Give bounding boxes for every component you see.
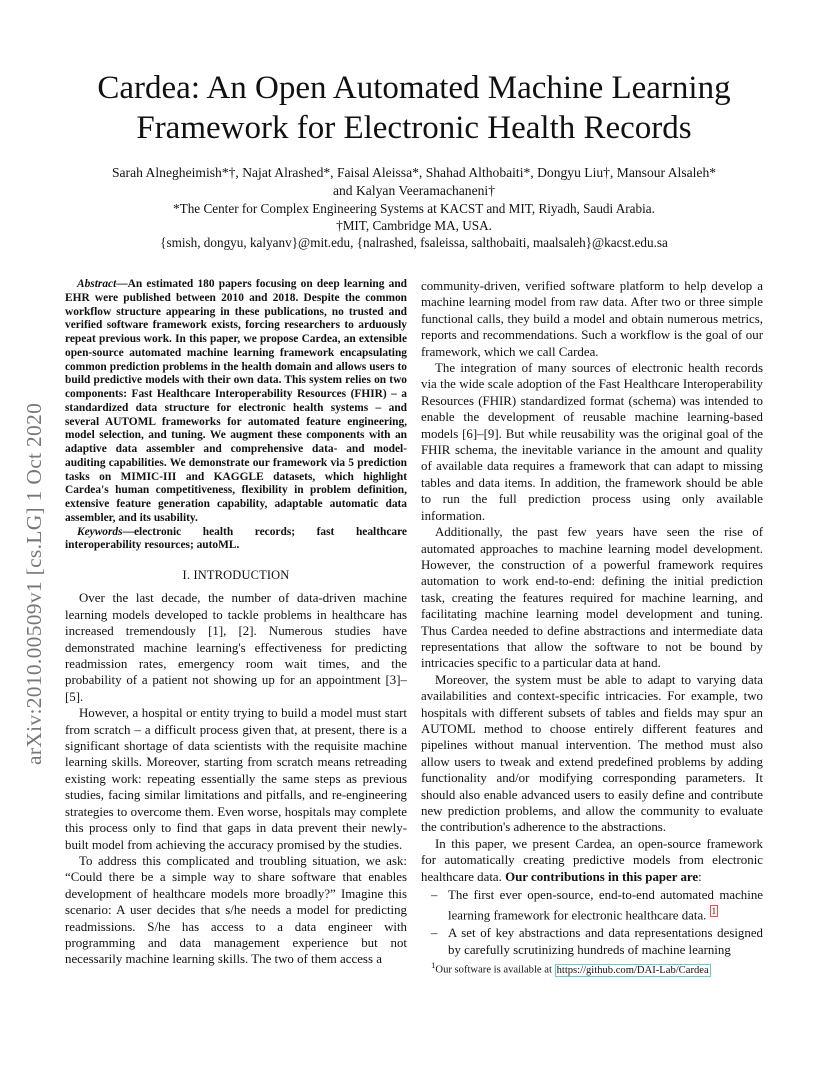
keywords-label: Keywords	[77, 525, 123, 538]
author-emails: {smish, dongyu, kalyanv}@mit.edu, {nalrashed, fsaleissa, salthobaiti, maalsaleh}@kacst.edu.sa	[160, 235, 668, 250]
contribution-item: – The first ever open-source, end-to-end automated machine learning framework for electronic healthcare data. $^1$	[431, 888, 763, 923]
right-paragraph-5-text: In this paper, we present Cardea, an open-source framework for automatically creating predictive models from electronic healthcare data.	[421, 836, 763, 884]
authors-line-1: Sarah Alnegheimish*†, Najat Alrashed*, Faisal Aleissa*, Shahad Althobaiti*, Dongyu Liu†, Mansour Alsaleh*	[111, 165, 717, 180]
title-line-2: Framework for Electronic Health Records	[136, 110, 692, 146]
intro-paragraph-1: Over the last decade, the number of data-driven machine learning models developed to tackle problems in healthcare has increased tremendously [1], [2]. Numerous studies have demonstrated machine learning's effectiveness for predicting readmission rates, emergency room wait times, and the probability of a patient not showing up for an appointment [3]–[5].	[65, 591, 407, 704]
arxiv-identifier-stamp: arXiv:2010.00509v1 [cs.LG] 1 Oct 2020	[22, 402, 46, 765]
affiliation-mit: †MIT, Cambridge MA, USA.	[336, 218, 492, 233]
contribution-text-1: The first ever open-source, end-to-end automated machine learning framework for electronic healthcare data.	[448, 888, 763, 923]
footnote	[431, 958, 771, 978]
keywords	[65, 526, 407, 554]
right-paragraph-1: community-driven, verified software platform to help develop a machine learning model from raw data. After two or three simple functional calls, they build a model and obtain numerous metrics, reports and recommendations. Such a workflow is the goal of our framework, which we call Cardea.	[421, 279, 763, 359]
keywords-text: —electronic health records; fast healthcare interoperability resources; autoML.	[65, 525, 407, 552]
footnote-text: Our software is available at	[435, 964, 552, 976]
authors-line-2: and Kalyan Veeramachaneni†	[332, 183, 496, 198]
paper-title	[60, 68, 768, 148]
right-paragraph-4: Moreover, the system must be able to adapt to varying data availabilities and context-specific intricacies. For example, two hospitals with different subsets of tables and fields may spur an AUTOML method to choose entirely different features and pipelines without manual intervention. The method must also allow users to tweak and extend predefined problems by adding functionality and/or modifying corresponding parameters. It should also enable advanced users to easily define and contribute new prediction problems, and allow the community to evaluate the contribution's adherence to the abstractions.	[421, 672, 763, 835]
section-heading-introduction: I. INTRODUCTION	[182, 568, 290, 582]
affiliation-kacst: *The Center for Complex Engineering Systems at KACST and MIT, Riyadh, Saudi Arabia.	[173, 201, 655, 216]
footnote-number: 1	[431, 960, 436, 970]
intro-paragraph-2: However, a hospital or entity trying to build a model must start from scratch – a difficult process given that, at present, there is a significant shortage of data scientists with the requisite machine learning skills. Moreover, starting from scratch means retreading existing work: repeating essentially the same steps as previous studies, facing similar limitations and pitfalls, and re-engineering strategies to overcome them. Even worse, hospitals may complete this process only to find that gaps in data prevent their newly-built model from achieving the accuracy promised by the studies.	[65, 706, 407, 852]
github-link[interactable]: https://github.com/DAI-Lab/Cardea	[556, 964, 709, 976]
abstract-text: —An estimated 180 papers focusing on deep learning and EHR were published between 2010 and 2018. Despite the common workflow structure appearing in these publications, no trusted and verified software framework exists, forcing researchers to arduously repeat previous work. In this paper, we propose Cardea, an extensible open-source automated machine learning framework encapsulating common prediction problems in the health domain and allows users to build predictive models with their own data. This system relies on two components: Fast Healthcare Interoperability Resources (FHIR) – a standardized data structure for electronic health systems – and several AUTOML frameworks for automated feature engineering, model selection, and tuning. We augment these components with an adaptive data assembler and comprehensive data- and model- auditing capabilities. We demonstrate our framework via 5 prediction tasks on MIMIC-III and KAGGLE datasets, which highlight Cardea's human competitiveness, flexibility in problem definition, extensive feature generation capability, adaptable automatic data assembler, and its usability.	[65, 278, 407, 524]
left-column	[65, 278, 407, 968]
contributions-lead: Our contributions in this paper are	[505, 869, 699, 884]
author-list	[60, 164, 768, 200]
intro-paragraph-3: To address this complicated and troubling situation, we ask: “Could there be a simple way to share software that enables development of healthcare models more broadly?” Imagine this scenario: A user decides that s/he needs a model for predicting readmissions. S/he has access to a data engineer with programming and data management experience but not necessarily machine learning skills. The two of them access a	[65, 853, 407, 967]
contribution-text-2: A set of key abstractions and data representations designed by carefully scrutinizing hundreds of machine learning	[448, 926, 763, 957]
right-paragraph-5: In this paper, we present Cardea, an open-source framework for automatically creating predictive models from electronic healthcare data. Our contributions in this paper are:	[421, 836, 763, 884]
contribution-list	[421, 887, 763, 958]
right-column	[421, 278, 763, 959]
contribution-item: – A set of key abstractions and data representations designed by carefully scrutinizing hundreds of machine learning	[431, 926, 763, 957]
right-paragraph-2: The integration of many sources of electronic health records via the wide scale adoption of the Fast Healthcare Interoperability Resources (FHIR) standardized format (schema) was intended to enable the development of reusable machine learning-based models [6]–[9]. But while reusability was the original goal of the FHIR schema, the inevitable variance in the amount and quality of available data requires a framework that can adapt to missing tables and data items. In addition, the framework should be able to run the full prediction process using only available information.	[421, 361, 763, 523]
right-paragraph-3: Additionally, the past few years have seen the rise of automated approaches to machine learning model development. However, the construction of a powerful framework requires automation to work end-to-end: defining the initial prediction task, creating the features required for machine learning, and facilitating machine learning model development and tuning. Thus Cardea needed to define abstractions and intermediate data representations that allow the software to not be bound by intricacies specific to a particular data at hand.	[421, 525, 763, 671]
abstract-label: Abstract	[77, 278, 117, 290]
footnote-reference[interactable]: 1	[711, 906, 717, 917]
abstract	[65, 278, 407, 526]
title-line-1: Cardea: An Open Automated Machine Learning	[97, 70, 731, 106]
